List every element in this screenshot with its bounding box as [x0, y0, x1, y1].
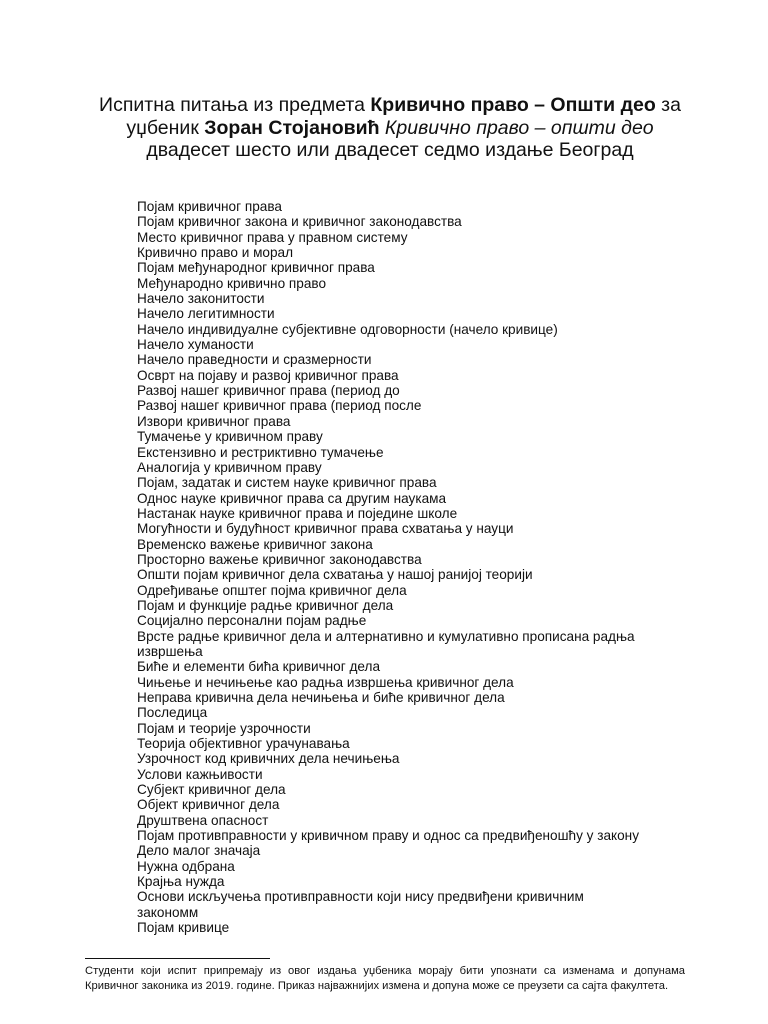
question-item: Развој нашег кривичног права (период после [137, 398, 422, 414]
question-item: Начело законитости [137, 291, 265, 307]
question-item: извршења [137, 643, 203, 659]
question-item: Неправа кривична дела нечињења и биће кривичног дела [137, 690, 505, 705]
question-item: Појам и теорије узрочности [137, 720, 311, 736]
question-item: Друштвена опасност [137, 812, 269, 828]
question-item: Социјално персонални појам радње [137, 613, 367, 629]
question-item: Општи појам кривичног дела схватања у нашој ранијој теорији [137, 567, 533, 583]
question-item: Начело хуманости [137, 337, 254, 353]
question-item: Крајња нужда [137, 874, 225, 890]
question-item: Биће и елементи бића кривичног дела [137, 659, 381, 675]
heading-text: Испитна питања из предмета [99, 94, 371, 116]
question-item: Нужна одбрана [137, 858, 235, 874]
document-heading [80, 94, 700, 162]
question-item: Начело легитимности [137, 306, 275, 322]
question-item: Последица [137, 705, 208, 721]
question-item: Кривично право и морал [137, 245, 294, 261]
question-item: Врсте радње кривичног дела и алтернативно и кумулативно прописана радња [137, 628, 635, 644]
question-item: Појам противправности у кривичном праву и однос са предвиђеношћу у закону [137, 828, 639, 844]
question-item: Однос науке кривичног права са другим наукама [137, 490, 447, 506]
question-item: Начело индивидуалне субјективне одговорности (начело кривице) [137, 321, 558, 337]
course-title: Кривично право – Општи део [370, 94, 656, 116]
heading-line-2 [80, 117, 700, 140]
question-item: Појам међународног кривичног права [137, 260, 375, 276]
question-item: Међународно кривично право [137, 275, 327, 291]
question-item: Екстензивно и рестриктивно тумачење [137, 444, 384, 460]
question-item: Основи искључења противправности који нису предвиђени кривичним [137, 889, 584, 905]
question-list [137, 199, 697, 936]
question-item: Извори кривичног права [137, 413, 291, 429]
question-item: Појам кривичног права [137, 199, 282, 214]
question-item: Објект кривичног дела [137, 797, 280, 813]
question-item: Појам кривичног закона и кривичног законодавства [137, 214, 462, 230]
question-item: Настанак науке кривичног права и поједине школе [137, 505, 458, 521]
heading-line-1 [80, 94, 700, 117]
question-item: Осврт на појаву и развој кривичног права [137, 367, 399, 383]
question-item: Одређивање општег појма кривичног дела [137, 582, 407, 598]
footnote: Студенти који испит припремају из овог издања уџбеника морају бити упознати са изменама и допунама Кривичног законика из 2019. године. Приказ најважнијих измена и допуна може се преузети са сајта факултета. [85, 965, 685, 992]
question-item: Тумачење у кривичном праву [137, 429, 323, 445]
question-item: Аналогија у кривичном праву [137, 459, 322, 475]
textbook-title: Кривично право – општи део [384, 116, 654, 139]
question-item: Могућности и будућност кривичног права схватања у науци [137, 521, 514, 537]
heading-line-3: двадесет шесто или двадесет седмо издање Београд [146, 139, 634, 161]
question-item: Теорија објективног урачунавања [137, 736, 350, 752]
question-item: Место кривичног права у правном систему [137, 229, 408, 245]
question-item: Узрочност код кривичних дела нечињења [137, 751, 400, 767]
author-name: Зоран Стојановић [204, 116, 380, 139]
question-item: Просторно важење кривичног законодавства [137, 551, 422, 567]
question-item: Чињење и нечињење као радња извршења кривичног дела [137, 674, 514, 690]
footnote-separator [85, 958, 270, 959]
question-item: Појам кривице [137, 920, 230, 936]
question-item: Дело малог значаја [137, 843, 261, 859]
question-item: Временско важење кривичног закона [137, 536, 373, 552]
question-item: Услови кажњивости [137, 766, 263, 782]
heading-text: за [655, 94, 681, 116]
question-item: Појам, задатак и систем науке кривичног права [137, 475, 437, 491]
question-item: Појам и функције радње кривичног дела [137, 597, 394, 613]
question-item: Развој нашег кривичног права (период до [137, 383, 400, 399]
question-item: Субјект кривичног дела [137, 782, 286, 798]
question-item: закономм [137, 904, 199, 920]
heading-text: уџбеник [126, 116, 205, 139]
question-item: Начело праведности и сразмерности [137, 352, 372, 368]
